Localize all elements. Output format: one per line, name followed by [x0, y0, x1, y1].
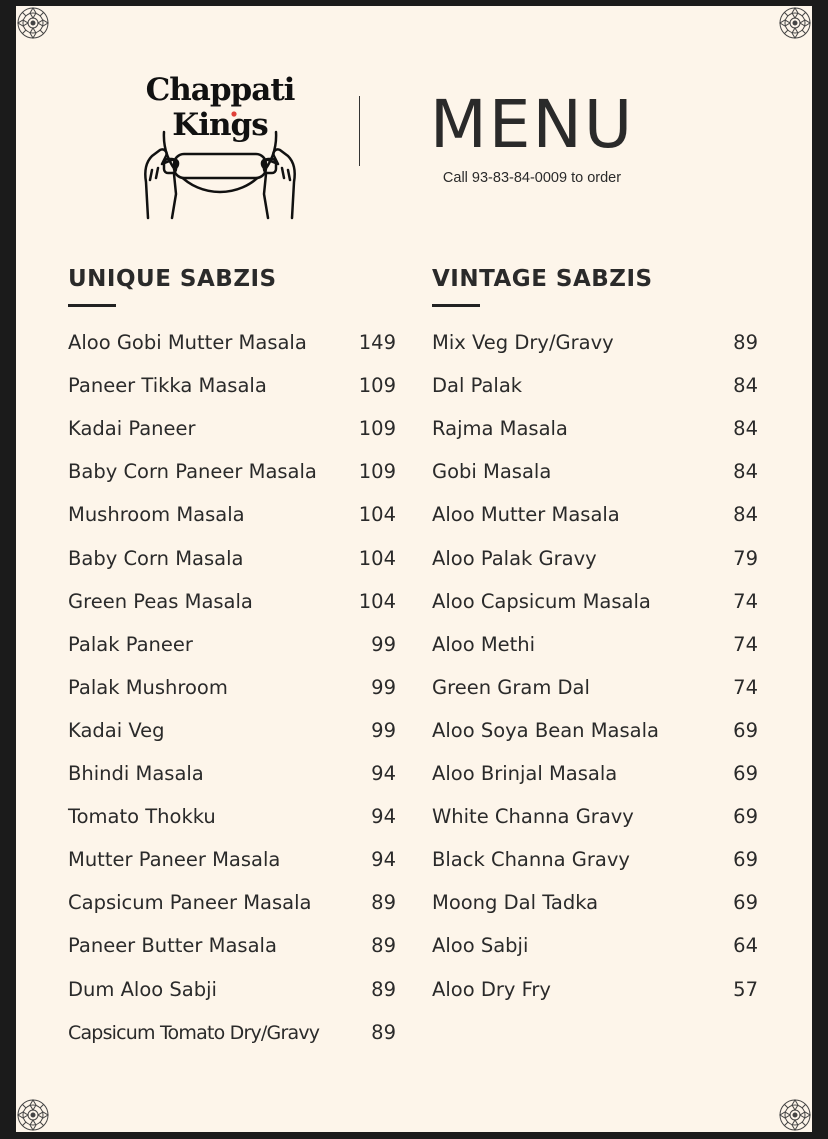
item-price: 74 [733, 589, 758, 613]
item-price: 74 [733, 675, 758, 699]
item-name: Black Channa Gravy [432, 848, 630, 872]
item-price: 104 [358, 503, 396, 527]
item-price: 99 [371, 632, 396, 656]
menu-item [432, 931, 758, 961]
menu-item [68, 931, 396, 961]
item-price: 84 [733, 503, 758, 527]
item-price: 79 [733, 546, 758, 570]
item-price: 89 [371, 977, 396, 1001]
menu-page [16, 6, 812, 1132]
item-name: Bhindi Masala [68, 762, 204, 785]
menu-item [68, 845, 396, 875]
item-name: Baby Corn Masala [68, 546, 244, 570]
item-name: Kadai Paneer [68, 417, 196, 441]
item-price: 69 [733, 762, 758, 785]
menu-item [68, 414, 396, 444]
item-price: 84 [733, 417, 758, 441]
item-price: 89 [371, 934, 396, 958]
item-price: 109 [358, 417, 396, 441]
item-name: Aloo Mutter Masala [432, 503, 620, 527]
mandala-ornament-icon [16, 6, 50, 40]
menu-item [68, 888, 396, 918]
menu-item [432, 802, 758, 832]
item-name: Capsicum Tomato Dry/Gravy [68, 1021, 320, 1044]
menu-item [432, 975, 758, 1005]
item-name: Dal Palak [432, 374, 523, 398]
menu-item [68, 500, 396, 530]
menu-item [68, 630, 396, 660]
item-name: White Channa Gravy [432, 805, 634, 829]
menu-item [432, 716, 758, 746]
item-name: Mushroom Masala [68, 503, 245, 527]
menu-item [432, 587, 758, 617]
brand-name-line2: Kings [172, 107, 268, 143]
item-name: Mix Veg Dry/Gravy [432, 331, 614, 354]
menu-item [68, 716, 396, 746]
item-price: 99 [371, 675, 396, 699]
menu-item [432, 630, 758, 660]
item-name: Dum Aloo Sabji [68, 977, 217, 1001]
item-price: 69 [733, 848, 758, 872]
menu-item [68, 544, 396, 574]
section-vintage-sabzis [432, 266, 758, 1001]
section-title: VINTAGE SABZIS [432, 266, 653, 292]
item-price: 94 [371, 805, 396, 829]
item-price: 149 [358, 331, 396, 354]
menu-item [68, 1018, 396, 1048]
mandala-ornament-icon [778, 1098, 812, 1132]
menu-item [68, 587, 396, 617]
item-price: 89 [733, 331, 758, 354]
item-price: 89 [371, 1020, 396, 1044]
menu-item [68, 673, 396, 703]
brand-logo [134, 70, 306, 220]
item-price: 69 [733, 718, 758, 742]
menu-item [432, 673, 758, 703]
menu-item [432, 414, 758, 444]
item-name: Gobi Masala [432, 460, 552, 484]
item-name: Rajma Masala [432, 417, 568, 441]
menu-item [432, 457, 758, 487]
header-divider [359, 96, 360, 166]
section-title: UNIQUE SABZIS [68, 266, 277, 292]
section-unique-sabzis [68, 266, 396, 1044]
item-name: Aloo Capsicum Masala [432, 589, 651, 613]
menu-item [68, 759, 396, 789]
menu-item [68, 328, 396, 358]
page-title: MENU [429, 86, 635, 163]
item-name: Kadai Veg [68, 718, 165, 742]
item-price: 69 [733, 891, 758, 915]
item-name: Tomato Thokku [68, 805, 216, 829]
brand-name-line1: Chappati [145, 72, 295, 108]
item-price: 84 [733, 460, 758, 484]
item-name: Moong Dal Tadka [432, 891, 599, 915]
item-name: Aloo Palak Gravy [432, 546, 597, 570]
item-price: 104 [358, 589, 396, 613]
item-price: 69 [733, 805, 758, 829]
item-name: Green Gram Dal [432, 675, 590, 699]
menu-item [68, 802, 396, 832]
item-price: 104 [358, 546, 396, 570]
item-name: Mutter Paneer Masala [68, 848, 281, 872]
item-name: Green Peas Masala [68, 589, 253, 613]
item-name: Aloo Brinjal Masala [432, 762, 618, 785]
item-name: Palak Paneer [68, 632, 193, 656]
menu-item [432, 544, 758, 574]
item-name: Aloo Soya Bean Masala [432, 718, 659, 742]
section-underline [432, 304, 480, 307]
item-price: 99 [371, 718, 396, 742]
menu-item [68, 371, 396, 401]
item-name: Capsicum Paneer Masala [68, 891, 312, 915]
menu-item [432, 759, 758, 789]
section-underline [68, 304, 116, 307]
menu-item [68, 975, 396, 1005]
menu-item [432, 371, 758, 401]
item-price: 57 [733, 977, 758, 1001]
item-name: Paneer Butter Masala [68, 934, 277, 958]
item-name: Paneer Tikka Masala [68, 374, 267, 398]
menu-item [68, 457, 396, 487]
mandala-ornament-icon [16, 1098, 50, 1132]
item-price: 109 [358, 460, 396, 484]
item-price: 74 [733, 632, 758, 656]
item-price: 84 [733, 374, 758, 398]
menu-item [432, 500, 758, 530]
mandala-ornament-icon [778, 6, 812, 40]
item-price: 89 [371, 891, 396, 915]
item-name: Palak Mushroom [68, 675, 228, 699]
order-phone-text: Call 93-83-84-0009 to order [442, 170, 622, 186]
item-name: Aloo Gobi Mutter Masala [68, 331, 307, 354]
menu-item [432, 328, 758, 358]
menu-item [432, 888, 758, 918]
item-price: 109 [358, 374, 396, 398]
item-price: 94 [371, 848, 396, 872]
item-price: 94 [371, 762, 396, 785]
item-name: Aloo Methi [432, 632, 536, 656]
item-name: Aloo Dry Fry [432, 977, 551, 1001]
item-name: Aloo Sabji [432, 934, 529, 958]
menu-item [432, 845, 758, 875]
item-name: Baby Corn Paneer Masala [68, 460, 317, 484]
item-price: 64 [733, 934, 758, 958]
